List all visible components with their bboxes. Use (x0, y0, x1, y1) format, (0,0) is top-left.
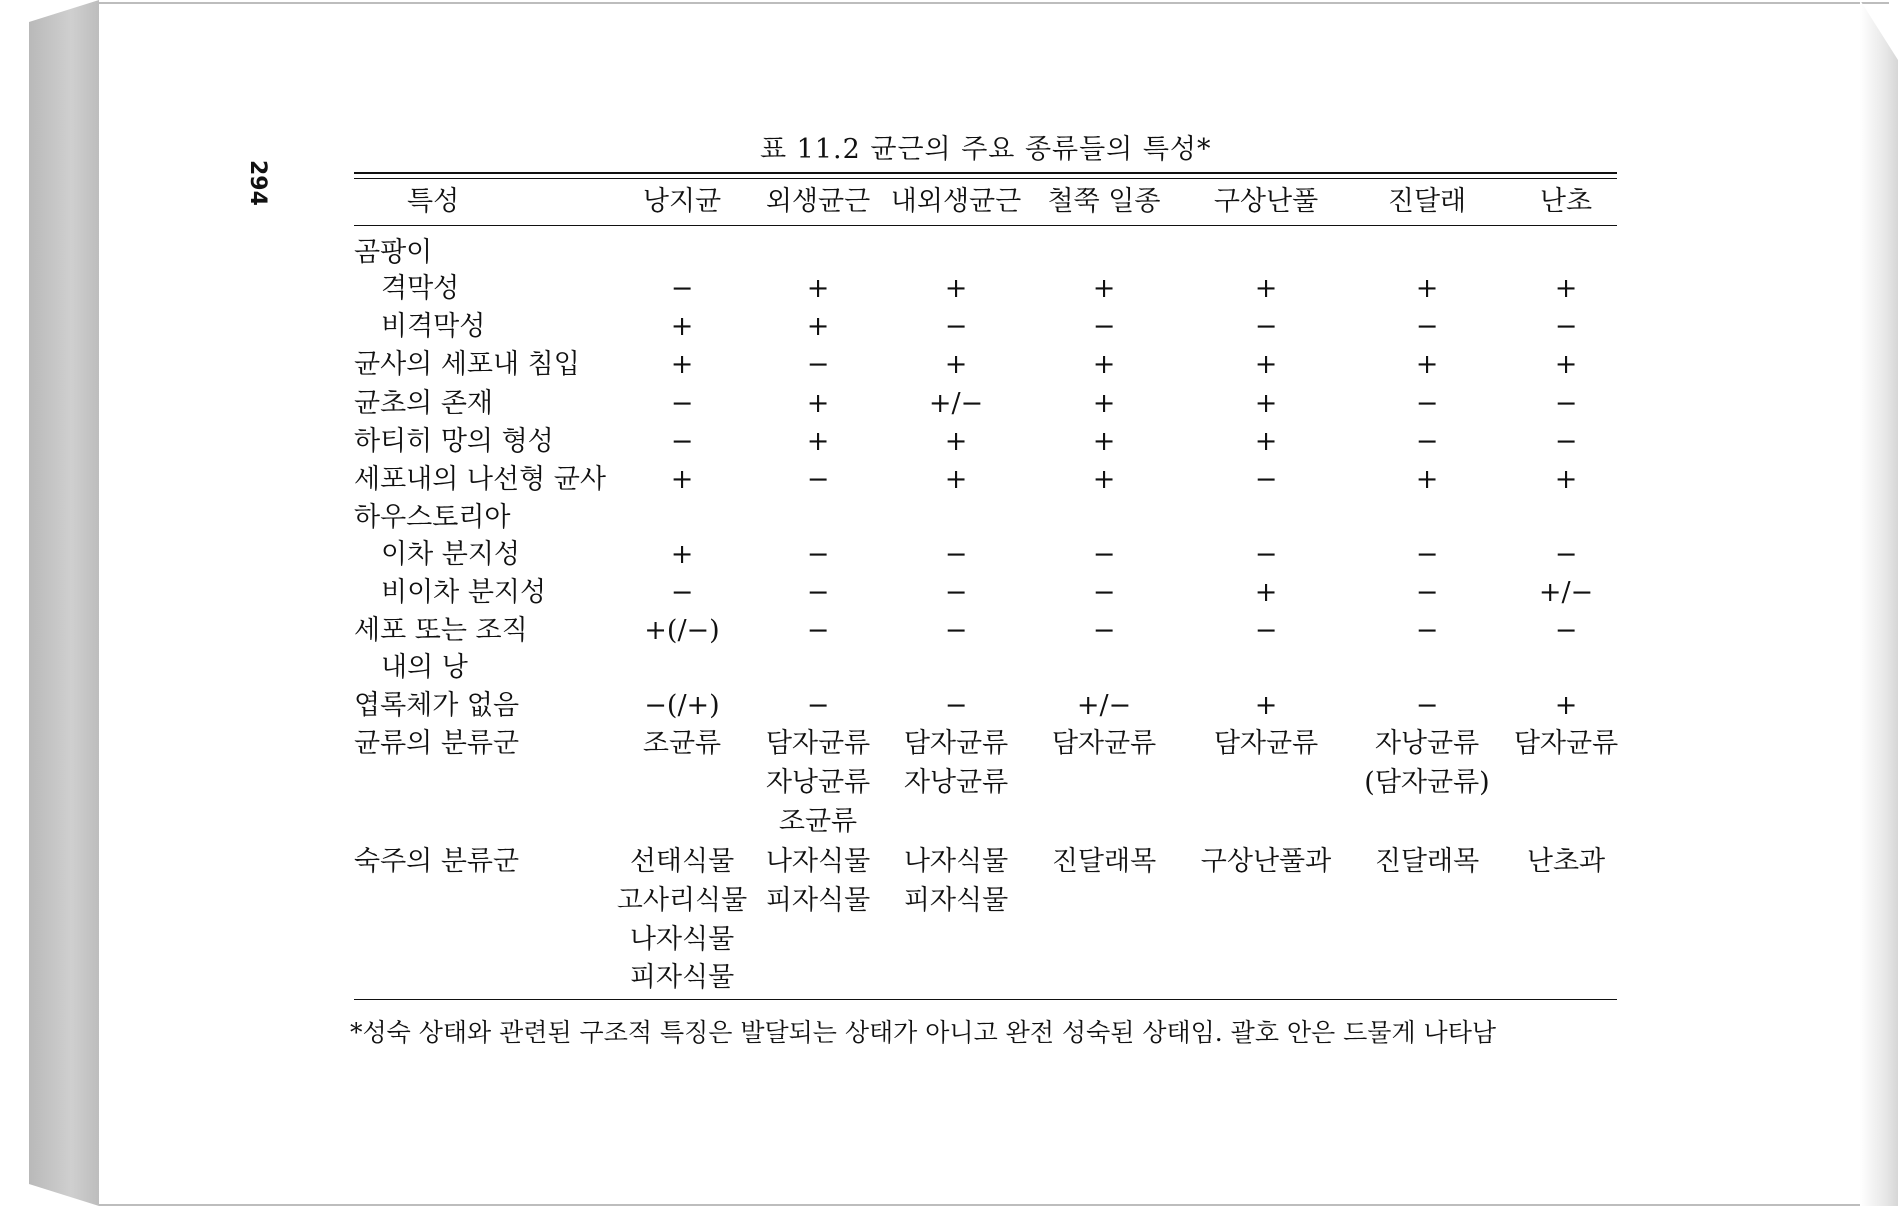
table-cell: +/− (928, 388, 984, 419)
table-cell: − (1254, 539, 1278, 570)
table-cell: + (1254, 426, 1278, 457)
row-label: 이차 분지성 (381, 539, 520, 570)
table-cell: + (1092, 349, 1116, 380)
table-cell: 진달래목 (1051, 846, 1157, 877)
row-label: 곰팡이 (354, 237, 433, 268)
table-cell: − (1554, 615, 1578, 646)
table-cell: − (806, 615, 830, 646)
column-header: 낭지균 (642, 186, 722, 217)
table-cell: 진달래목 (1374, 846, 1480, 877)
table-cell: + (1092, 426, 1116, 457)
table-cell: − (1254, 311, 1278, 342)
table-cell: − (1254, 615, 1278, 646)
table-cell: 나자식물 (903, 846, 1009, 877)
table-cell: + (1254, 577, 1278, 608)
table-cell: + (670, 349, 694, 380)
table-cell: 담자균류 (765, 728, 871, 759)
row-label: 내의 낭 (381, 652, 468, 683)
footnote: *성숙 상태와 관련된 구조적 특징은 발달되는 상태가 아니고 완전 성숙된 상태임. 괄호 안은 드물게 나타남 (350, 1018, 1497, 1047)
row-label: 하티히 망의 형성 (354, 426, 554, 457)
table-cell: + (1554, 464, 1578, 495)
table-cell: − (806, 539, 830, 570)
column-header: 철쭉 일종 (1047, 186, 1161, 217)
table-cell: + (944, 426, 968, 457)
row-label: 숙주의 분류군 (354, 846, 520, 877)
table-cell: + (806, 388, 830, 419)
row-label: 균초의 존재 (354, 388, 493, 419)
table-cell: − (806, 577, 830, 608)
table-cell: − (1415, 311, 1439, 342)
table-cell: − (806, 690, 830, 721)
table-cell: − (670, 273, 694, 304)
table-cell: 담자균류 (903, 728, 1009, 759)
table-cell: + (1554, 273, 1578, 304)
table-cell: + (1254, 273, 1278, 304)
table-cell: 피자식물 (903, 885, 1009, 916)
table-cell: − (1092, 539, 1116, 570)
table-cell: + (1092, 388, 1116, 419)
table-cell: 고사리식물 (616, 885, 748, 916)
table-cell: − (1554, 426, 1578, 457)
table-cell: + (1254, 349, 1278, 380)
row-label: 격막성 (381, 273, 460, 304)
row-label: 균류의 분류군 (354, 728, 520, 759)
table-cell: − (1554, 539, 1578, 570)
table-cell: 담자균류 (1213, 728, 1319, 759)
table-cell: +(/−) (644, 615, 720, 646)
page-edge (1860, 0, 1898, 1206)
header-characteristic: 특성 (407, 186, 460, 217)
table-cell: − (944, 539, 968, 570)
header-rule (354, 225, 1617, 226)
table-cell: 자낭균류 (903, 767, 1009, 798)
row-label: 비이차 분지성 (381, 577, 547, 608)
table-cell: 자낭균류 (765, 767, 871, 798)
table-cell: 담자균류 (1513, 728, 1619, 759)
column-header: 진달래 (1387, 186, 1467, 217)
table-cell: 구상난풀과 (1200, 846, 1332, 877)
table-cell: +/− (1538, 577, 1594, 608)
table-cell: + (944, 349, 968, 380)
table-cell: − (1254, 464, 1278, 495)
table-cell: − (670, 388, 694, 419)
table-cell: 담자균류 (1051, 728, 1157, 759)
table-cell: 선태식물 (629, 846, 735, 877)
table-cell: + (1554, 690, 1578, 721)
table-cell: 피자식물 (629, 962, 735, 993)
table-cell: + (944, 273, 968, 304)
table-cell: 피자식물 (765, 885, 871, 916)
table-cell: −(/+) (644, 690, 720, 721)
table-cell: − (944, 615, 968, 646)
column-header: 내외생균근 (890, 186, 1022, 217)
row-label: 비격막성 (381, 311, 486, 342)
table-cell: +/− (1076, 690, 1132, 721)
table-cell: − (1415, 539, 1439, 570)
page-number: 294 (245, 160, 270, 206)
table-cell: − (944, 311, 968, 342)
table-cell: 조균류 (778, 806, 858, 837)
table-cell: + (670, 311, 694, 342)
table-cell: (담자균류) (1364, 767, 1490, 798)
table-cell: + (806, 311, 830, 342)
table-cell: + (1092, 464, 1116, 495)
table-top-rule (354, 172, 1617, 174)
table-cell: − (670, 577, 694, 608)
column-header: 외생균근 (765, 186, 871, 217)
table-cell: 나자식물 (765, 846, 871, 877)
row-label: 세포 또는 조직 (354, 615, 528, 646)
table-cell: − (944, 577, 968, 608)
table-cell: + (944, 464, 968, 495)
table-cell: + (1254, 388, 1278, 419)
table-cell: − (1092, 615, 1116, 646)
table-cell: − (1554, 311, 1578, 342)
table-cell: − (1092, 577, 1116, 608)
table-cell: − (1415, 690, 1439, 721)
table-cell: + (670, 464, 694, 495)
table-title: 표 11.2 균근의 주요 종류들의 특성* (760, 134, 1212, 165)
table-cell: + (1254, 690, 1278, 721)
table-cell: − (1415, 577, 1439, 608)
table-cell: − (1092, 311, 1116, 342)
table-top-rule-inner (354, 178, 1617, 179)
row-label: 세포내의 나선형 균사 (354, 464, 606, 495)
table-cell: − (1415, 388, 1439, 419)
table-cell: 난초과 (1526, 846, 1606, 877)
table-cell: + (806, 273, 830, 304)
row-label: 균사의 세포내 침입 (354, 349, 580, 380)
column-header: 난초 (1539, 186, 1593, 217)
table-bottom-rule (354, 999, 1617, 1000)
table-cell: − (806, 464, 830, 495)
table-cell: + (1092, 273, 1116, 304)
table-cell: + (806, 426, 830, 457)
book-spine (29, 0, 99, 1206)
row-label: 엽록체가 없음 (354, 690, 520, 721)
table-cell: 나자식물 (629, 924, 735, 955)
table-cell: − (806, 349, 830, 380)
column-header: 구상난풀 (1213, 186, 1319, 217)
table-cell: − (1415, 615, 1439, 646)
table-cell: − (1415, 426, 1439, 457)
row-label: 하우스토리아 (354, 502, 511, 533)
table-cell: − (1554, 388, 1578, 419)
table-cell: − (670, 426, 694, 457)
table-cell: + (670, 539, 694, 570)
table-cell: 자낭균류 (1374, 728, 1480, 759)
table-cell: + (1415, 349, 1439, 380)
table-cell: + (1554, 349, 1578, 380)
table-cell: + (1415, 273, 1439, 304)
table-cell: + (1415, 464, 1439, 495)
table-cell: 조균류 (642, 728, 722, 759)
table-cell: − (944, 690, 968, 721)
